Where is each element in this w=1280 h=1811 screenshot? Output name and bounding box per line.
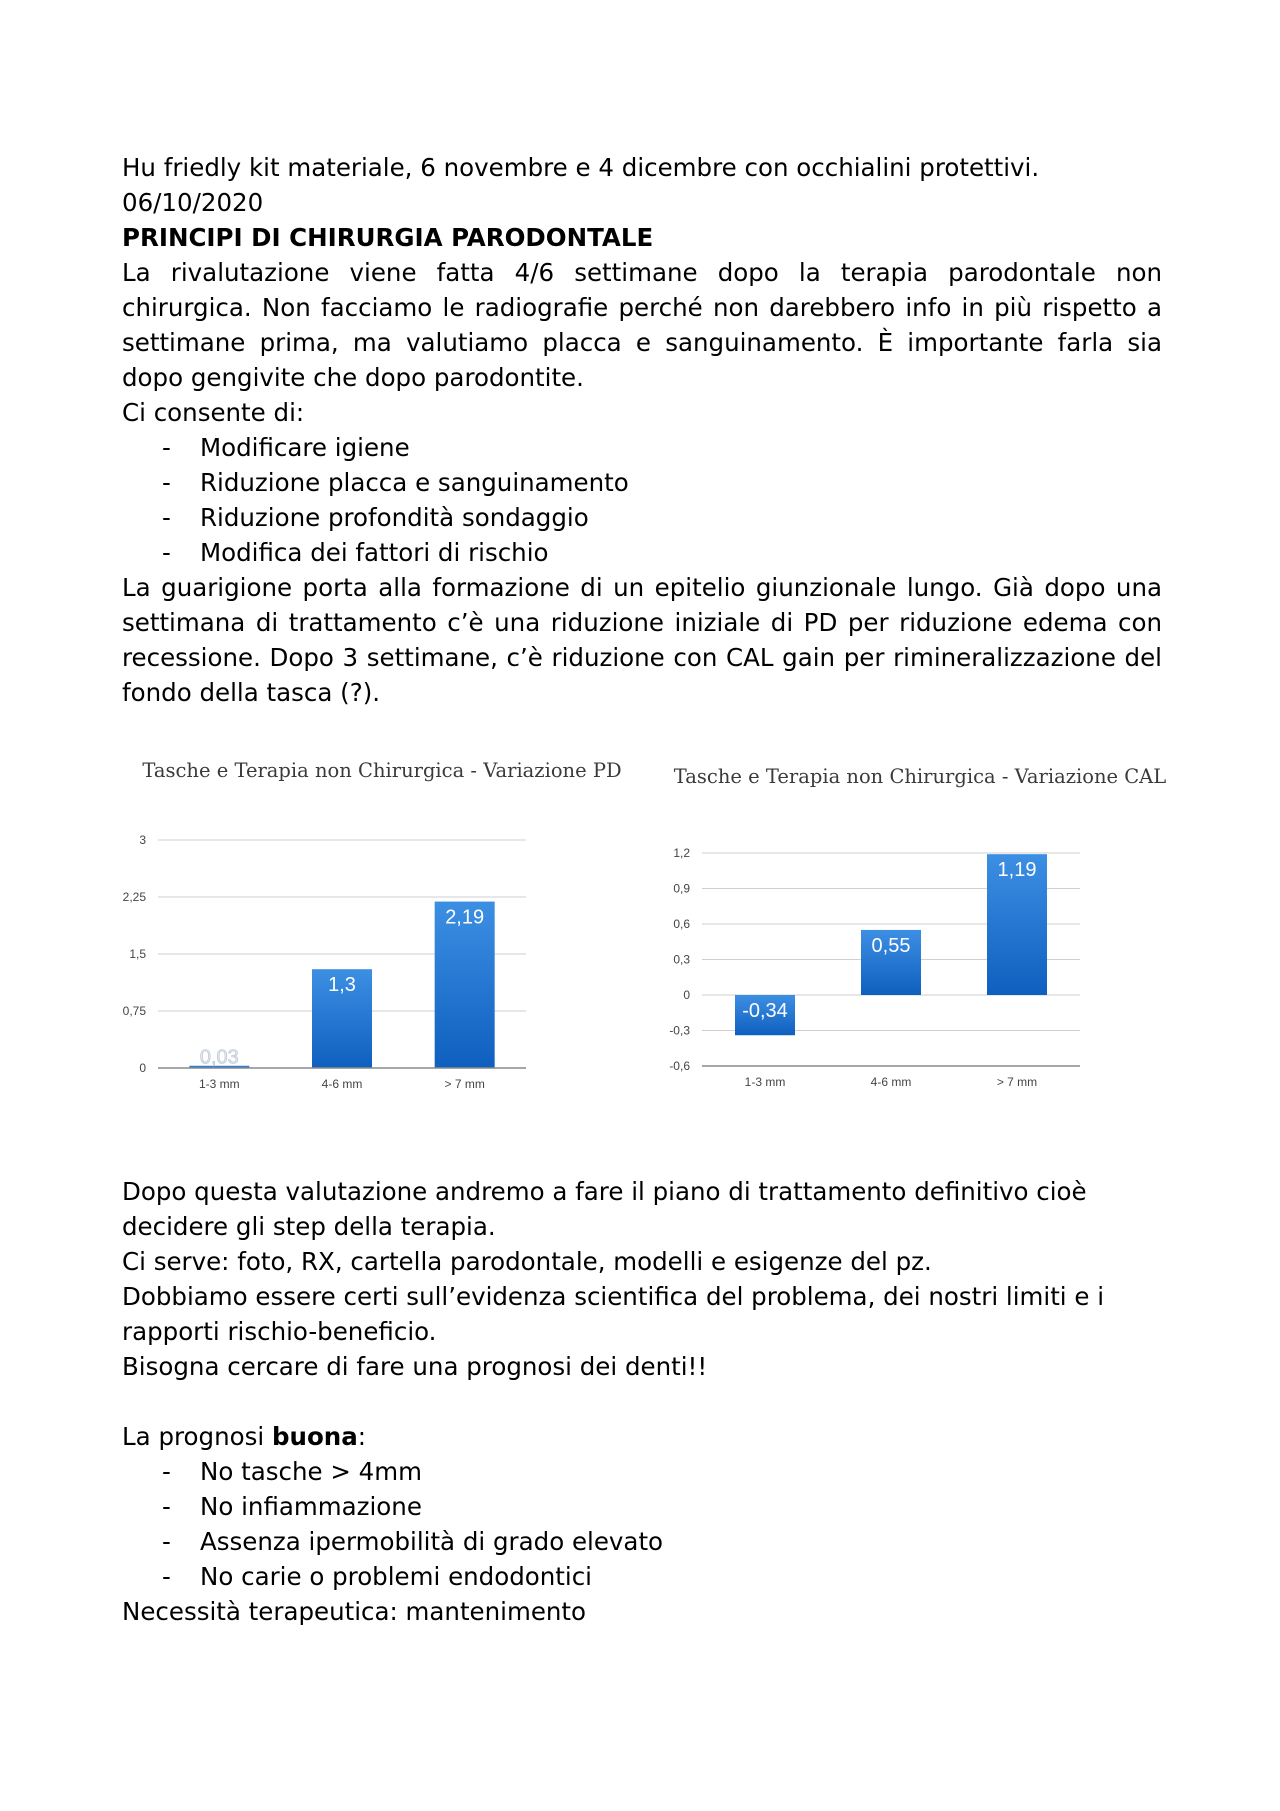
x-tick-label: 4-6 mm [321,1077,363,1091]
list-item [122,465,1162,500]
chart-pd [122,748,622,1100]
bullet-dash: - [162,468,171,497]
bar-value-label: -0,34 [742,1000,788,1022]
paragraph-serve: Ci serve: foto, RX, cartella parodontale, modelli e esigenze del pz. [122,1247,932,1276]
y-tick-label: -0,6 [669,1059,690,1073]
list-item-text: No infiammazione [200,1492,422,1521]
list-item [122,1454,1162,1489]
prognosis-lead [122,1419,1162,1454]
bar-value-label: 2,19 [445,906,485,929]
list-item-text: Riduzione placca e sanguinamento [200,468,629,497]
list-item [122,500,1162,535]
x-tick-label: > 7 mm [444,1077,485,1091]
paragraph-piano: Dopo questa valutazione andremo a fare il piano di trattamento definitivo cioè decidere gli step della terapia. [122,1177,1087,1241]
prognosis-suffix: : [357,1422,367,1451]
chart-title: Tasche e Terapia non Chirurgica - Variazione CAL [673,765,1167,788]
prognosis-bold: buona [271,1422,358,1451]
y-tick-label: 0 [139,1061,146,1075]
intro-line: Hu friedly kit materiale, 6 novembre e 4 dicembre con occhialini protettivi. [122,153,1040,182]
bullet-dash: - [162,1527,171,1556]
bullet-dash: - [162,433,171,462]
list-item-text: No tasche > 4mm [200,1457,422,1486]
bullet-dash: - [162,1457,171,1486]
bottom-text-block [122,1174,1162,1629]
list-item-text: Modifica dei fattori di rischio [200,538,549,567]
chart-pd-svg [122,748,622,1100]
list-item [122,1524,1162,1559]
y-tick-label: 0,75 [122,1004,146,1018]
list-item [122,1489,1162,1524]
list-item [122,1559,1162,1594]
bar-value-label: 0,03 [199,1046,239,1069]
list-item-text: No carie o problemi endodontici [200,1562,592,1591]
paragraph-guarigione: La guarigione porta alla formazione di un epitelio giunzionale lungo. Già dopo una settimana di trattamento c’è una riduzione iniziale di PD per riduzione edema con recessione. Dopo 3 settimane, c’è riduzione con CAL gain per rimineralizzazione del fondo della tasca (?). [122,573,1162,707]
y-tick-label: -0,3 [669,1023,690,1038]
bullet-dash: - [162,1562,171,1591]
top-text-block [122,150,1162,710]
list-item [122,535,1162,570]
x-tick-label: 1-3 mm [198,1077,240,1091]
y-tick-label: 0 [683,988,690,1002]
y-tick-label: 3 [139,833,146,847]
prognosis-prefix: La prognosi [122,1422,272,1451]
prognosis-list [122,1454,1162,1594]
therapeutic-need: Necessità terapeutica: mantenimento [122,1597,587,1626]
list-item-text: Assenza ipermobilità di grado elevato [200,1527,664,1556]
x-tick-label: 4-6 mm [870,1075,912,1089]
x-tick-label: > 7 mm [996,1075,1038,1089]
list-item-text: Modificare igiene [200,433,410,462]
y-tick-label: 1,2 [673,846,690,860]
paragraph-rivalutazione: La rivalutazione viene fatta 4/6 settimane dopo la terapia parodontale non chirurgica. Non facciamo le radiografie perché non darebbero info in più rispetto a settimane prima, ma valutiamo placca e sanguinamento. È importante farla sia dopo gengivite che dopo parodontite. [122,258,1162,392]
chart-cal-svg [660,754,1180,1100]
bullet-dash: - [162,503,171,532]
lecture-date: 06/10/2020 [122,188,264,217]
y-tick-label: 1,5 [129,947,146,961]
paragraph-prognosi: Bisogna cercare di fare una prognosi dei denti!! [122,1352,708,1381]
blank-line [122,1384,1162,1419]
bar-value-label: 1,19 [997,859,1037,882]
y-tick-label: 0,9 [673,881,690,896]
list-item [122,430,1162,465]
bullet-dash: - [162,538,171,567]
benefits-list [122,430,1162,570]
y-tick-label: 2,25 [122,890,146,904]
y-tick-label: 0,3 [673,952,690,967]
y-tick-label: 0,6 [673,917,690,931]
chart-title: Tasche e Terapia non Chirurgica - Variazione PD [142,759,622,782]
paragraph-evidenza: Dobbiamo essere certi sull’evidenza scientifica del problema, dei nostri limiti e i rapporti rischio-beneficio. [122,1282,1105,1346]
list-lead: Ci consente di: [122,398,305,427]
bar-value-label: 0,55 [871,934,911,957]
bar-value-label: 1,3 [328,974,356,997]
list-item-text: Riduzione profondità sondaggio [200,503,589,532]
section-heading: PRINCIPI DI CHIRURGIA PARODONTALE [122,223,654,252]
bullet-dash: - [162,1492,171,1521]
x-tick-label: 1-3 mm [744,1075,786,1089]
chart-cal [660,754,1180,1100]
